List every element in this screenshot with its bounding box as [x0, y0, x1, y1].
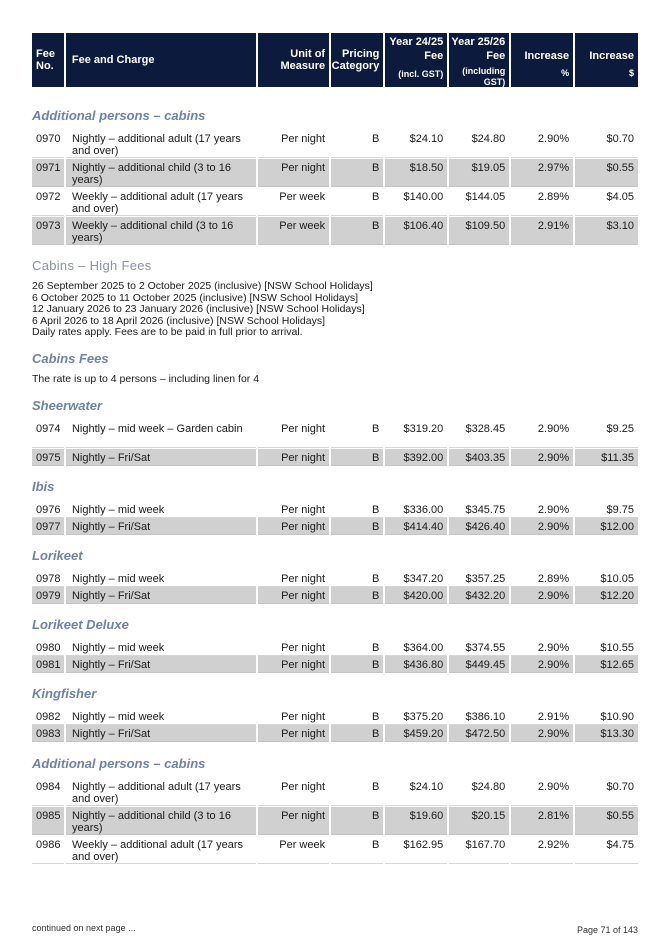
- cell-increase-pct: 2.81%: [511, 807, 573, 835]
- section-heading-additional-persons-2: Additional persons – cabins: [32, 756, 206, 771]
- cell-fee-no: 0986: [32, 836, 64, 864]
- table-row: [32, 420, 638, 448]
- cell-fee-and-charge: Weekly – additional adult (17 years and over): [66, 188, 256, 216]
- header-pricing-category: [331, 33, 383, 87]
- cell-fee-no: 0972: [32, 188, 64, 216]
- cabins-fees-description: The rate is up to 4 persons – including linen for 4: [32, 373, 260, 385]
- cell-fee-2526: $167.70: [449, 836, 509, 864]
- cell-category: B: [331, 570, 383, 587]
- cell-fee-2425: $140.00: [385, 188, 447, 216]
- cell-fee-no: 0974: [32, 420, 64, 448]
- cell-fee-2526: $109.50: [449, 217, 509, 245]
- cell-fee-no: 0983: [32, 725, 64, 742]
- cell-increase-amt: $12.65: [575, 656, 638, 673]
- cell-fee-and-charge: Nightly – additional adult (17 years and over): [66, 130, 256, 158]
- cell-fee-2526: $328.45: [449, 420, 509, 448]
- cell-increase-pct: 2.90%: [511, 587, 573, 604]
- table-row: [32, 130, 638, 158]
- cell-fee-no: 0985: [32, 807, 64, 835]
- cell-unit: Per night: [258, 639, 330, 656]
- page-number: Page 71 of 143: [576, 925, 638, 935]
- cell-fee-no: 0982: [32, 708, 64, 725]
- cell-unit: Per night: [258, 708, 330, 725]
- section-heading-kingfisher: Kingfisher: [32, 686, 97, 701]
- cell-unit: Per week: [258, 836, 330, 864]
- cell-category: B: [331, 656, 383, 673]
- high-fees-line: 26 September 2025 to 2 October 2025 (inclusive) [NSW School Holidays]: [32, 280, 373, 292]
- cell-increase-pct: 2.90%: [511, 130, 573, 158]
- cell-fee-2425: $336.00: [385, 501, 447, 518]
- continued-note: continued on next page ...: [32, 923, 136, 933]
- cell-unit: Per night: [258, 130, 330, 158]
- cell-increase-pct: 2.90%: [511, 725, 573, 742]
- header-fee-and-charge: [66, 33, 256, 87]
- cell-category: B: [331, 587, 383, 604]
- cell-increase-amt: $13.30: [575, 725, 638, 742]
- cell-fee-and-charge: Nightly – additional child (3 to 16 years): [66, 807, 256, 835]
- high-fees-line: 12 January 2026 to 23 January 2026 (inclusive) [NSW School Holidays]: [32, 303, 365, 316]
- cell-fee-and-charge: Nightly – mid week: [66, 501, 256, 518]
- cell-fee-2425: $24.10: [385, 130, 447, 158]
- high-fees-line: Daily rates apply. Fees are to be paid in full prior to arrival.: [32, 326, 303, 339]
- cell-unit: Per night: [258, 587, 330, 604]
- header-increase-amt-bot: $: [628, 68, 634, 78]
- header-year-2425: [385, 33, 447, 87]
- cell-increase-amt: $10.55: [575, 639, 638, 656]
- section-heading-sheerwater: Sheerwater: [32, 398, 103, 413]
- table-row: [32, 217, 638, 245]
- cell-fee-and-charge: Nightly – Fri/Sat: [66, 518, 256, 535]
- cell-fee-and-charge: Nightly – Fri/Sat: [66, 656, 256, 673]
- table-row: [32, 518, 638, 535]
- cell-fee-no: 0984: [32, 778, 64, 806]
- cell-fee-2526: $426.40: [449, 518, 509, 535]
- header-increase-amt: [575, 33, 638, 87]
- cell-fee-2526: $24.80: [449, 778, 509, 806]
- table-header: [32, 33, 638, 87]
- header-unit-label: Unit of Measure: [280, 48, 326, 72]
- cell-fee-2425: $364.00: [385, 639, 447, 656]
- cell-increase-pct: 2.92%: [511, 836, 573, 864]
- cell-category: B: [331, 420, 383, 448]
- cell-increase-amt: $11.35: [575, 449, 638, 466]
- cell-category: B: [331, 836, 383, 864]
- cell-unit: Per night: [258, 570, 330, 587]
- header-increase-pct-bot: %: [561, 68, 570, 78]
- section-heading-lorikeet-deluxe: Lorikeet Deluxe: [32, 617, 129, 632]
- header-year-2526: [449, 33, 509, 87]
- cell-fee-2425: $319.20: [385, 420, 447, 448]
- cell-fee-and-charge: Nightly – mid week – Garden cabin: [66, 420, 256, 448]
- table-row: [32, 725, 638, 742]
- cell-fee-2425: $392.00: [385, 449, 447, 466]
- cell-increase-amt: $10.90: [575, 708, 638, 725]
- cell-increase-amt: $12.20: [575, 587, 638, 604]
- high-fees-line: 6 April 2026 to 18 April 2026 (inclusive) [NSW School Holidays]: [32, 314, 325, 327]
- cell-category: B: [331, 159, 383, 187]
- cell-unit: Per night: [258, 778, 330, 806]
- section-heading-ibis: Ibis: [32, 479, 55, 494]
- cell-increase-pct: 2.90%: [511, 420, 573, 448]
- cell-fee-no: 0973: [32, 217, 64, 245]
- section-heading-additional-persons: Additional persons – cabins: [32, 108, 206, 123]
- cell-category: B: [331, 708, 383, 725]
- cell-increase-amt: $0.70: [575, 778, 638, 806]
- cell-unit: Per night: [258, 725, 330, 742]
- header-unit-of-measure: [258, 33, 330, 87]
- header-increase-pct: [511, 33, 573, 87]
- cell-increase-pct: 2.90%: [511, 656, 573, 673]
- cell-increase-amt: $12.00: [575, 518, 638, 535]
- header-increase-amt-top: Increase: [589, 50, 634, 62]
- cell-increase-pct: 2.91%: [511, 217, 573, 245]
- cell-fee-2425: $106.40: [385, 217, 447, 245]
- header-category-label: Pricing Category: [331, 48, 380, 72]
- cell-fee-2425: $162.95: [385, 836, 447, 864]
- header-fee-no-label: Fee No.: [36, 48, 55, 72]
- table-row: [32, 587, 638, 604]
- cell-fee-and-charge: Nightly – mid week: [66, 639, 256, 656]
- cell-increase-pct: 2.90%: [511, 778, 573, 806]
- cell-unit: Per night: [258, 807, 330, 835]
- cell-unit: Per night: [258, 420, 330, 448]
- cell-unit: Per week: [258, 188, 330, 216]
- cell-fee-2526: $345.75: [449, 501, 509, 518]
- cell-category: B: [331, 639, 383, 656]
- cell-increase-amt: $0.70: [575, 130, 638, 158]
- cell-increase-amt: $9.25: [575, 420, 638, 448]
- cell-increase-pct: 2.90%: [511, 449, 573, 466]
- cell-unit: Per week: [258, 217, 330, 245]
- cell-category: B: [331, 130, 383, 158]
- header-year2-mid: Fee: [486, 50, 506, 62]
- cell-fee-and-charge: Weekly – additional child (3 to 16 years): [66, 217, 256, 245]
- cell-fee-and-charge: Nightly – Fri/Sat: [66, 587, 256, 604]
- cell-fee-2425: $19.60: [385, 807, 447, 835]
- cell-increase-amt: $0.55: [575, 807, 638, 835]
- cell-fee-and-charge: Nightly – mid week: [66, 708, 256, 725]
- cell-fee-no: 0978: [32, 570, 64, 587]
- cell-fee-no: 0980: [32, 639, 64, 656]
- cell-category: B: [331, 778, 383, 806]
- cell-unit: Per night: [258, 518, 330, 535]
- cell-fee-2526: $403.35: [449, 449, 509, 466]
- table-row: [32, 570, 638, 587]
- cell-fee-and-charge: Nightly – additional child (3 to 16 years): [66, 159, 256, 187]
- table-row: [32, 501, 638, 518]
- cell-fee-2425: $375.20: [385, 708, 447, 725]
- cell-category: B: [331, 501, 383, 518]
- cell-fee-no: 0981: [32, 656, 64, 673]
- cell-fee-and-charge: Nightly – additional adult (17 years and over): [66, 778, 256, 806]
- cell-fee-and-charge: Nightly – mid week: [66, 570, 256, 587]
- cell-unit: Per night: [258, 501, 330, 518]
- cell-increase-amt: $4.05: [575, 188, 638, 216]
- cell-increase-pct: 2.91%: [511, 708, 573, 725]
- cell-fee-no: 0975: [32, 449, 64, 466]
- cell-increase-amt: $10.05: [575, 570, 638, 587]
- cell-fee-no: 0970: [32, 130, 64, 158]
- table-row: [32, 159, 638, 187]
- cell-fee-2526: $19.05: [449, 159, 509, 187]
- cell-fee-2425: $420.00: [385, 587, 447, 604]
- header-year1-top: Year 24/25: [389, 36, 444, 48]
- cell-fee-2425: $347.20: [385, 570, 447, 587]
- cell-fee-2526: $432.20: [449, 587, 509, 604]
- cell-fee-2526: $449.45: [449, 656, 509, 673]
- cell-fee-2526: $386.10: [449, 708, 509, 725]
- cell-fee-2526: $24.80: [449, 130, 509, 158]
- cell-fee-2425: $436.80: [385, 656, 447, 673]
- cell-increase-amt: $4.75: [575, 836, 638, 864]
- section-heading-high-fees: Cabins – High Fees: [32, 258, 152, 273]
- cell-increase-pct: 2.90%: [511, 501, 573, 518]
- table-row: [32, 449, 638, 466]
- table-row: [32, 807, 638, 835]
- table-row: [32, 778, 638, 806]
- cell-unit: Per night: [258, 656, 330, 673]
- cell-category: B: [331, 725, 383, 742]
- cell-fee-2526: $374.55: [449, 639, 509, 656]
- cell-unit: Per night: [258, 159, 330, 187]
- header-increase-pct-top: Increase: [524, 50, 570, 62]
- table-row: [32, 639, 638, 656]
- header-year1-mid: Fee: [424, 50, 444, 62]
- cell-increase-pct: 2.89%: [511, 188, 573, 216]
- cell-category: B: [331, 217, 383, 245]
- header-year2-top: Year 25/26: [451, 36, 506, 48]
- cell-increase-amt: $9.75: [575, 501, 638, 518]
- table-row: [32, 836, 638, 864]
- high-fees-line: 6 October 2025 to 11 October 2025 (inclusive) [NSW School Holidays]: [32, 291, 359, 304]
- section-heading-cabins-fees: Cabins Fees: [32, 351, 109, 366]
- cell-increase-amt: $3.10: [575, 217, 638, 245]
- cell-category: B: [331, 518, 383, 535]
- cell-fee-2526: $20.15: [449, 807, 509, 835]
- section-heading-lorikeet: Lorikeet: [32, 548, 83, 563]
- header-fee-and-charge-label: Fee and Charge: [71, 54, 155, 66]
- cell-fee-and-charge: Nightly – Fri/Sat: [66, 449, 256, 466]
- header-year2-bot: (including GST): [462, 66, 506, 87]
- cell-fee-2425: $18.50: [385, 159, 447, 187]
- cell-fee-2526: $472.50: [449, 725, 509, 742]
- cell-increase-pct: 2.89%: [511, 570, 573, 587]
- cell-category: B: [331, 807, 383, 835]
- cell-fee-2526: $357.25: [449, 570, 509, 587]
- header-year1-bot: (incl. GST): [398, 69, 444, 79]
- table-row: [32, 656, 638, 673]
- cell-increase-pct: 2.90%: [511, 639, 573, 656]
- cell-fee-no: 0971: [32, 159, 64, 187]
- cell-fee-2526: $144.05: [449, 188, 509, 216]
- cell-unit: Per night: [258, 449, 330, 466]
- table-row: [32, 708, 638, 725]
- cell-increase-pct: 2.97%: [511, 159, 573, 187]
- cell-fee-no: 0979: [32, 587, 64, 604]
- cell-fee-no: 0976: [32, 501, 64, 518]
- header-fee-no: [32, 33, 64, 87]
- cell-increase-amt: $0.55: [575, 159, 638, 187]
- cell-fee-no: 0977: [32, 518, 64, 535]
- cell-fee-2425: $24.10: [385, 778, 447, 806]
- cell-fee-and-charge: Nightly – Fri/Sat: [66, 725, 256, 742]
- high-fees-description: [32, 281, 373, 339]
- cell-fee-2425: $414.40: [385, 518, 447, 535]
- cell-increase-pct: 2.90%: [511, 518, 573, 535]
- cell-category: B: [331, 188, 383, 216]
- cell-fee-2425: $459.20: [385, 725, 447, 742]
- cell-fee-and-charge: Weekly – additional adult (17 years and over): [66, 836, 256, 864]
- cell-category: B: [331, 449, 383, 466]
- table-row: [32, 188, 638, 216]
